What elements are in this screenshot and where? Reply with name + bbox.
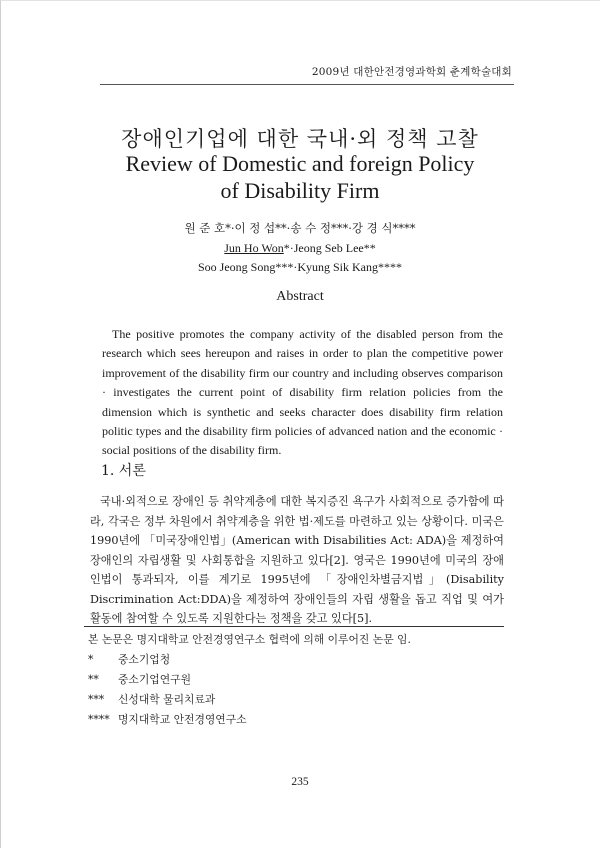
running-head: 2009년 대한안전경영과학회 춘계학술대회: [311, 66, 512, 78]
authors-english-line-1: [0, 239, 600, 259]
section-heading: 1. 서론: [101, 463, 146, 479]
footnote-mark: ***: [88, 693, 105, 706]
title-english-line-2: of Disability Firm: [220, 178, 380, 203]
authors-english-rest: *·Jeong Seb Lee**: [283, 240, 376, 255]
footnote-item: [88, 690, 411, 710]
first-author-name: Jun Ho Won: [224, 240, 284, 255]
page-number: 235: [291, 776, 309, 788]
footnote-text: 중소기업청: [118, 653, 171, 666]
body-paragraph: 국내·외적으로 장애인 등 취약계층에 대한 복지증진 욕구가 사회적으로 증가함에 따라, 각국은 정부 차원에서 취약계층을 위한 법·제도를 마련하고 있는 상황이다. 미국은 1990년에 「미국장애인법」(American with Disabilities Act: ADA)을 제정하여 장애인의 자립생활 및 사회통합을 지원하고 있다[2]. 영국은 1990년에 미국의 장애인법이 통과되자, 이를 계기로 1995년에 「장애인차별금지법」(Disability Discrimination Act:DDA)을 제정하여 장애인들의 자립 생활을 돕고 직업 및 여가활동에 참여할 수 있도록 지원한다는 정책을 갖고 있다[5].: [90, 495, 504, 625]
footnote-mark: ****: [88, 713, 110, 726]
footnote-mark: *: [88, 653, 94, 666]
footnote-text: 중소기업연구원: [118, 673, 192, 686]
footnote-item: [88, 670, 411, 690]
header-rule: [100, 84, 514, 85]
footnote-rule: [84, 626, 504, 627]
footnote-text: 신성대학 물리치료과: [118, 693, 216, 706]
title-english: [0, 150, 600, 204]
title-korean: 장애인기업에 대한 국내·외 정책 고찰: [121, 127, 479, 151]
footnote-mark: **: [88, 673, 99, 686]
authors-korean: 원 준 호*·이 정 섭**·송 수 정***·강 경 식****: [184, 221, 416, 235]
abstract-heading: Abstract: [276, 289, 324, 304]
footnotes: [88, 630, 411, 730]
abstract-text: The positive promotes the company activity of the disabled person from the research which sees hereupon and raises in order to plan the competitive power improvement of the disability firm our country and including observes comparison · investigates the current point of disability firm relation policies from the dimension which is synthetic and seeks character does disability firm relation politic types and the disability firm policies of advanced nation and the economic · social positions of the disability firm.: [102, 327, 503, 458]
authors-english-line-2: Soo Jeong Song***·Kyung Sik Kang****: [197, 260, 402, 274]
title-english-line-1: Review of Domestic and foreign Policy: [125, 151, 475, 176]
footnote-note: 본 논문은 명지대학교 안전경영연구소 협력에 의해 이루어진 논문 임.: [88, 633, 411, 646]
footnote-text: 명지대학교 안전경영연구소: [118, 713, 247, 726]
author-block: [0, 219, 600, 278]
footnote-item: [88, 650, 411, 670]
footnote-item: [88, 710, 411, 730]
